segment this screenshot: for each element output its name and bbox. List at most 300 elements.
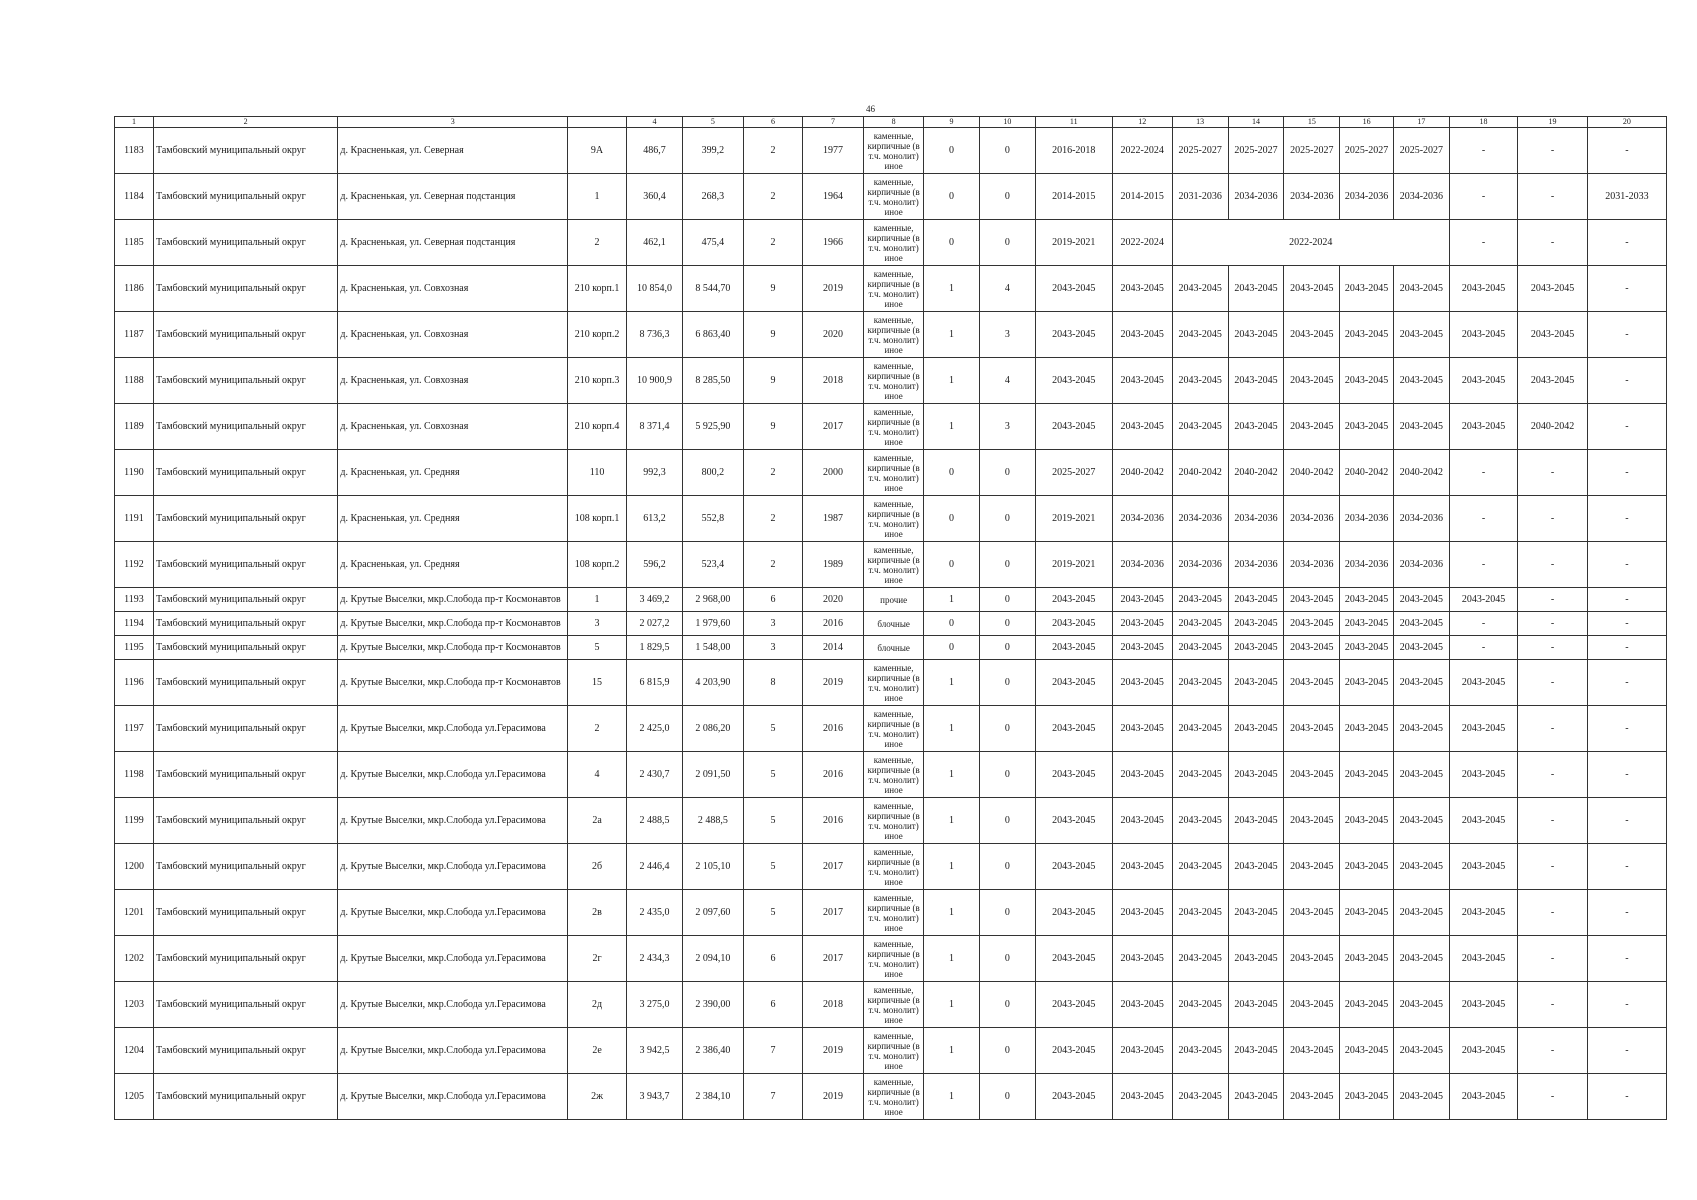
cell-c14: 2043-2045 (1228, 660, 1284, 706)
cell-address: д. Крутые Выселки, мкр.Слобода пр-т Космонавтов (338, 636, 568, 660)
cell-c8: каменные, кирпичные (в т.ч. монолит) иное (864, 128, 924, 174)
cell-house: 2д (568, 982, 627, 1028)
cell-house: 210 корп.2 (568, 312, 627, 358)
table-row (115, 588, 1667, 612)
cell-c8: каменные, кирпичные (в т.ч. монолит) иное (864, 706, 924, 752)
cell-c9: 0 (924, 612, 980, 636)
cell-c8: каменные, кирпичные (в т.ч. монолит) иное (864, 936, 924, 982)
cell-c17: 2043-2045 (1393, 752, 1449, 798)
cell-c6: 6 (743, 588, 802, 612)
cell-c10: 0 (979, 612, 1035, 636)
cell-address: д. Крутые Выселки, мкр.Слобода ул.Герасимова (338, 844, 568, 890)
cell-c15: 2043-2045 (1284, 1074, 1340, 1120)
cell-c5: 8 544,70 (682, 266, 743, 312)
cell-c4: 2 027,2 (627, 612, 683, 636)
table-row (115, 890, 1667, 936)
cell-n: 1193 (115, 588, 154, 612)
cell-c14: 2043-2045 (1228, 890, 1284, 936)
cell-n: 1201 (115, 890, 154, 936)
cell-district: Тамбовский муниципальный округ (153, 798, 337, 844)
cell-c17: 2043-2045 (1393, 588, 1449, 612)
cell-c18: - (1449, 612, 1517, 636)
cell-c19: - (1518, 844, 1588, 890)
cell-c15: 2040-2042 (1284, 450, 1340, 496)
cell-c19: - (1518, 752, 1588, 798)
cell-c14: 2043-2045 (1228, 266, 1284, 312)
cell-c19: - (1518, 450, 1588, 496)
cell-c16: 2043-2045 (1340, 798, 1394, 844)
cell-c6: 7 (743, 1028, 802, 1074)
cell-c14: 2043-2045 (1228, 752, 1284, 798)
cell-house: 110 (568, 450, 627, 496)
cell-district: Тамбовский муниципальный округ (153, 496, 337, 542)
cell-c19: - (1518, 1074, 1588, 1120)
cell-c15: 2043-2045 (1284, 266, 1340, 312)
cell-c19: - (1518, 798, 1588, 844)
cell-c15: 2043-2045 (1284, 890, 1340, 936)
cell-c17: 2043-2045 (1393, 1028, 1449, 1074)
cell-house: 1 (568, 588, 627, 612)
cell-c9: 0 (924, 174, 980, 220)
table-row (115, 496, 1667, 542)
cell-c12: 2043-2045 (1112, 706, 1172, 752)
cell-c4: 596,2 (627, 542, 683, 588)
cell-c16: 2043-2045 (1340, 982, 1394, 1028)
cell-c16: 2043-2045 (1340, 1074, 1394, 1120)
cell-c18: - (1449, 450, 1517, 496)
cell-c19: 2043-2045 (1518, 266, 1588, 312)
cell-c13: 2043-2045 (1172, 706, 1228, 752)
cell-c4: 2 488,5 (627, 798, 683, 844)
cell-c9: 1 (924, 1074, 980, 1120)
cell-house: 2г (568, 936, 627, 982)
cell-c12: 2043-2045 (1112, 266, 1172, 312)
cell-c7: 2019 (802, 1074, 863, 1120)
cell-c11: 2019-2021 (1035, 542, 1112, 588)
cell-district: Тамбовский муниципальный округ (153, 450, 337, 496)
cell-n: 1204 (115, 1028, 154, 1074)
cell-c5: 2 488,5 (682, 798, 743, 844)
cell-c5: 2 386,40 (682, 1028, 743, 1074)
cell-district: Тамбовский муниципальный округ (153, 1074, 337, 1120)
cell-c9: 0 (924, 450, 980, 496)
cell-address: д. Крутые Выселки, мкр.Слобода ул.Герасимова (338, 706, 568, 752)
cell-house: 2 (568, 706, 627, 752)
cell-c18: 2043-2045 (1449, 588, 1517, 612)
cell-c18: 2043-2045 (1449, 660, 1517, 706)
cell-c13: 2043-2045 (1172, 798, 1228, 844)
cell-c11: 2043-2045 (1035, 1028, 1112, 1074)
cell-n: 1189 (115, 404, 154, 450)
cell-c12: 2043-2045 (1112, 1028, 1172, 1074)
cell-n: 1187 (115, 312, 154, 358)
cell-c12: 2034-2036 (1112, 542, 1172, 588)
column-number: 1 (115, 117, 154, 128)
cell-c17: 2043-2045 (1393, 1074, 1449, 1120)
cell-n: 1192 (115, 542, 154, 588)
cell-c12: 2043-2045 (1112, 612, 1172, 636)
cell-c19: - (1518, 890, 1588, 936)
cell-c8: каменные, кирпичные (в т.ч. монолит) иное (864, 890, 924, 936)
cell-c13: 2043-2045 (1172, 982, 1228, 1028)
cell-c15: 2043-2045 (1284, 706, 1340, 752)
column-number: 14 (1228, 117, 1284, 128)
cell-c14: 2043-2045 (1228, 612, 1284, 636)
cell-c6: 2 (743, 542, 802, 588)
cell-c15: 2043-2045 (1284, 844, 1340, 890)
cell-c11: 2043-2045 (1035, 266, 1112, 312)
cell-c6: 5 (743, 706, 802, 752)
cell-c13: 2043-2045 (1172, 752, 1228, 798)
cell-c13: 2034-2036 (1172, 542, 1228, 588)
cell-c10: 0 (979, 450, 1035, 496)
cell-c5: 1 979,60 (682, 612, 743, 636)
cell-district: Тамбовский муниципальный округ (153, 660, 337, 706)
cell-c16: 2043-2045 (1340, 660, 1394, 706)
cell-address: д. Красненькая, ул. Совхозная (338, 312, 568, 358)
cell-c19: - (1518, 706, 1588, 752)
cell-c16: 2043-2045 (1340, 752, 1394, 798)
cell-c11: 2043-2045 (1035, 612, 1112, 636)
column-number-row (115, 117, 1667, 128)
table-row (115, 844, 1667, 890)
table-row (115, 612, 1667, 636)
column-number: 6 (743, 117, 802, 128)
cell-c20: - (1587, 982, 1666, 1028)
cell-c4: 3 942,5 (627, 1028, 683, 1074)
table-row (115, 706, 1667, 752)
cell-c5: 4 203,90 (682, 660, 743, 706)
column-number: 5 (682, 117, 743, 128)
cell-c18: 2043-2045 (1449, 936, 1517, 982)
cell-c19: - (1518, 496, 1588, 542)
cell-c8: каменные, кирпичные (в т.ч. монолит) иное (864, 982, 924, 1028)
cell-c8: каменные, кирпичные (в т.ч. монолит) иное (864, 542, 924, 588)
cell-merged: 2022-2024 (1172, 220, 1449, 266)
cell-c6: 3 (743, 612, 802, 636)
cell-c11: 2043-2045 (1035, 312, 1112, 358)
cell-c5: 1 548,00 (682, 636, 743, 660)
cell-address: д. Крутые Выселки, мкр.Слобода ул.Герасимова (338, 936, 568, 982)
cell-house: 3 (568, 612, 627, 636)
cell-c20: - (1587, 798, 1666, 844)
cell-c19: 2040-2042 (1518, 404, 1588, 450)
cell-c4: 486,7 (627, 128, 683, 174)
cell-c19: - (1518, 128, 1588, 174)
cell-c7: 2019 (802, 266, 863, 312)
cell-district: Тамбовский муниципальный округ (153, 174, 337, 220)
cell-c10: 0 (979, 1028, 1035, 1074)
cell-c5: 2 384,10 (682, 1074, 743, 1120)
cell-c13: 2043-2045 (1172, 844, 1228, 890)
cell-district: Тамбовский муниципальный округ (153, 358, 337, 404)
cell-c19: - (1518, 982, 1588, 1028)
cell-c18: 2043-2045 (1449, 1074, 1517, 1120)
cell-n: 1202 (115, 936, 154, 982)
cell-c20: - (1587, 1028, 1666, 1074)
cell-c4: 6 815,9 (627, 660, 683, 706)
cell-c20: - (1587, 542, 1666, 588)
cell-c15: 2025-2027 (1284, 128, 1340, 174)
column-number: 17 (1393, 117, 1449, 128)
cell-c16: 2043-2045 (1340, 588, 1394, 612)
cell-c7: 2019 (802, 1028, 863, 1074)
cell-c8: каменные, кирпичные (в т.ч. монолит) иное (864, 174, 924, 220)
cell-c13: 2034-2036 (1172, 496, 1228, 542)
cell-c6: 2 (743, 450, 802, 496)
cell-house: 210 корп.3 (568, 358, 627, 404)
column-number: 3 (338, 117, 568, 128)
cell-c6: 9 (743, 312, 802, 358)
cell-c18: 2043-2045 (1449, 890, 1517, 936)
cell-house: 210 корп.4 (568, 404, 627, 450)
cell-c4: 1 829,5 (627, 636, 683, 660)
cell-c5: 2 097,60 (682, 890, 743, 936)
cell-c18: 2043-2045 (1449, 982, 1517, 1028)
cell-c5: 268,3 (682, 174, 743, 220)
cell-c11: 2019-2021 (1035, 496, 1112, 542)
cell-district: Тамбовский муниципальный округ (153, 312, 337, 358)
cell-c11: 2016-2018 (1035, 128, 1112, 174)
cell-c18: - (1449, 542, 1517, 588)
cell-c20: - (1587, 936, 1666, 982)
cell-district: Тамбовский муниципальный округ (153, 588, 337, 612)
cell-c7: 1966 (802, 220, 863, 266)
cell-c13: 2043-2045 (1172, 266, 1228, 312)
cell-c15: 2034-2036 (1284, 542, 1340, 588)
cell-c14: 2040-2042 (1228, 450, 1284, 496)
page-number: 46 (866, 104, 875, 114)
cell-c14: 2043-2045 (1228, 588, 1284, 612)
cell-c11: 2043-2045 (1035, 936, 1112, 982)
cell-n: 1195 (115, 636, 154, 660)
cell-c15: 2043-2045 (1284, 612, 1340, 636)
cell-c10: 0 (979, 588, 1035, 612)
cell-c14: 2043-2045 (1228, 1074, 1284, 1120)
cell-house: 5 (568, 636, 627, 660)
cell-c17: 2043-2045 (1393, 936, 1449, 982)
cell-c19: - (1518, 174, 1588, 220)
cell-c6: 9 (743, 404, 802, 450)
column-number: 7 (802, 117, 863, 128)
table-row (115, 752, 1667, 798)
cell-c9: 1 (924, 358, 980, 404)
cell-address: д. Крутые Выселки, мкр.Слобода пр-т Космонавтов (338, 660, 568, 706)
cell-house: 9А (568, 128, 627, 174)
cell-c13: 2040-2042 (1172, 450, 1228, 496)
cell-c9: 1 (924, 890, 980, 936)
table-row (115, 174, 1667, 220)
cell-c20: - (1587, 312, 1666, 358)
cell-c5: 5 925,90 (682, 404, 743, 450)
cell-c12: 2043-2045 (1112, 636, 1172, 660)
cell-n: 1196 (115, 660, 154, 706)
table-row (115, 660, 1667, 706)
cell-c16: 2040-2042 (1340, 450, 1394, 496)
cell-c9: 1 (924, 312, 980, 358)
cell-c9: 1 (924, 660, 980, 706)
cell-c20: - (1587, 266, 1666, 312)
cell-c8: каменные, кирпичные (в т.ч. монолит) иное (864, 496, 924, 542)
cell-c8: каменные, кирпичные (в т.ч. монолит) иное (864, 844, 924, 890)
cell-c9: 1 (924, 706, 980, 752)
cell-c19: - (1518, 588, 1588, 612)
cell-c12: 2014-2015 (1112, 174, 1172, 220)
cell-c8: каменные, кирпичные (в т.ч. монолит) иное (864, 752, 924, 798)
column-number: 12 (1112, 117, 1172, 128)
cell-c9: 1 (924, 1028, 980, 1074)
cell-n: 1203 (115, 982, 154, 1028)
cell-c12: 2043-2045 (1112, 752, 1172, 798)
cell-c14: 2043-2045 (1228, 844, 1284, 890)
table-row (115, 128, 1667, 174)
cell-c10: 3 (979, 312, 1035, 358)
cell-c14: 2043-2045 (1228, 706, 1284, 752)
table-row (115, 636, 1667, 660)
cell-c13: 2025-2027 (1172, 128, 1228, 174)
cell-c6: 6 (743, 982, 802, 1028)
cell-c19: - (1518, 936, 1588, 982)
cell-c19: 2043-2045 (1518, 312, 1588, 358)
cell-c19: - (1518, 542, 1588, 588)
cell-c11: 2043-2045 (1035, 706, 1112, 752)
cell-c8: каменные, кирпичные (в т.ч. монолит) иное (864, 358, 924, 404)
cell-c17: 2043-2045 (1393, 404, 1449, 450)
cell-district: Тамбовский муниципальный округ (153, 890, 337, 936)
cell-c14: 2043-2045 (1228, 636, 1284, 660)
cell-c14: 2034-2036 (1228, 542, 1284, 588)
cell-house: 15 (568, 660, 627, 706)
cell-c9: 0 (924, 220, 980, 266)
cell-c7: 2017 (802, 844, 863, 890)
cell-c4: 10 900,9 (627, 358, 683, 404)
cell-c11: 2025-2027 (1035, 450, 1112, 496)
cell-c10: 0 (979, 936, 1035, 982)
cell-c10: 0 (979, 844, 1035, 890)
cell-c4: 2 435,0 (627, 890, 683, 936)
cell-house: 2в (568, 890, 627, 936)
cell-c17: 2034-2036 (1393, 496, 1449, 542)
column-number: 15 (1284, 117, 1340, 128)
cell-c12: 2043-2045 (1112, 844, 1172, 890)
cell-c4: 2 425,0 (627, 706, 683, 752)
cell-c7: 1989 (802, 542, 863, 588)
table-row (115, 358, 1667, 404)
cell-c20: - (1587, 844, 1666, 890)
cell-c11: 2043-2045 (1035, 636, 1112, 660)
cell-district: Тамбовский муниципальный округ (153, 844, 337, 890)
cell-c17: 2043-2045 (1393, 660, 1449, 706)
cell-c17: 2043-2045 (1393, 266, 1449, 312)
cell-c13: 2043-2045 (1172, 1028, 1228, 1074)
cell-c8: каменные, кирпичные (в т.ч. монолит) иное (864, 1074, 924, 1120)
cell-c19: - (1518, 636, 1588, 660)
cell-c18: 2043-2045 (1449, 844, 1517, 890)
cell-c16: 2043-2045 (1340, 890, 1394, 936)
table-row (115, 220, 1667, 266)
cell-c4: 3 275,0 (627, 982, 683, 1028)
cell-c20: - (1587, 220, 1666, 266)
cell-house: 108 корп.1 (568, 496, 627, 542)
cell-c16: 2043-2045 (1340, 404, 1394, 450)
column-number: 16 (1340, 117, 1394, 128)
cell-district: Тамбовский муниципальный округ (153, 542, 337, 588)
cell-c13: 2043-2045 (1172, 1074, 1228, 1120)
cell-c6: 9 (743, 358, 802, 404)
cell-c14: 2043-2045 (1228, 358, 1284, 404)
cell-c7: 2016 (802, 612, 863, 636)
cell-c20: 2031-2033 (1587, 174, 1666, 220)
cell-c12: 2043-2045 (1112, 312, 1172, 358)
cell-c5: 2 086,20 (682, 706, 743, 752)
cell-c15: 2043-2045 (1284, 358, 1340, 404)
cell-address: д. Крутые Выселки, мкр.Слобода ул.Герасимова (338, 982, 568, 1028)
cell-c10: 4 (979, 266, 1035, 312)
cell-c5: 8 285,50 (682, 358, 743, 404)
cell-c10: 0 (979, 660, 1035, 706)
cell-c16: 2043-2045 (1340, 706, 1394, 752)
cell-c17: 2043-2045 (1393, 890, 1449, 936)
cell-house: 4 (568, 752, 627, 798)
cell-district: Тамбовский муниципальный округ (153, 612, 337, 636)
cell-c5: 800,2 (682, 450, 743, 496)
cell-c8: каменные, кирпичные (в т.ч. монолит) иное (864, 1028, 924, 1074)
cell-c18: 2043-2045 (1449, 706, 1517, 752)
cell-c15: 2043-2045 (1284, 588, 1340, 612)
cell-c10: 3 (979, 404, 1035, 450)
cell-n: 1191 (115, 496, 154, 542)
cell-c7: 2017 (802, 404, 863, 450)
cell-c5: 2 390,00 (682, 982, 743, 1028)
cell-c19: 2043-2045 (1518, 358, 1588, 404)
cell-c15: 2034-2036 (1284, 174, 1340, 220)
table-row (115, 1074, 1667, 1120)
cell-c13: 2043-2045 (1172, 312, 1228, 358)
cell-c7: 2017 (802, 890, 863, 936)
cell-c19: - (1518, 1028, 1588, 1074)
cell-c5: 2 091,50 (682, 752, 743, 798)
cell-address: д. Красненькая, ул. Совхозная (338, 358, 568, 404)
cell-c15: 2043-2045 (1284, 404, 1340, 450)
cell-c9: 1 (924, 798, 980, 844)
cell-c4: 613,2 (627, 496, 683, 542)
cell-c12: 2043-2045 (1112, 890, 1172, 936)
cell-c16: 2043-2045 (1340, 936, 1394, 982)
cell-n: 1205 (115, 1074, 154, 1120)
cell-c6: 9 (743, 266, 802, 312)
cell-c9: 0 (924, 542, 980, 588)
cell-c12: 2043-2045 (1112, 588, 1172, 612)
cell-c13: 2043-2045 (1172, 588, 1228, 612)
cell-c14: 2043-2045 (1228, 404, 1284, 450)
cell-c7: 2014 (802, 636, 863, 660)
cell-c5: 399,2 (682, 128, 743, 174)
cell-c16: 2025-2027 (1340, 128, 1394, 174)
cell-c6: 2 (743, 128, 802, 174)
cell-district: Тамбовский муниципальный округ (153, 404, 337, 450)
cell-c13: 2043-2045 (1172, 936, 1228, 982)
cell-c11: 2014-2015 (1035, 174, 1112, 220)
cell-c14: 2025-2027 (1228, 128, 1284, 174)
cell-c8: блочные (864, 612, 924, 636)
cell-district: Тамбовский муниципальный округ (153, 706, 337, 752)
cell-house: 2б (568, 844, 627, 890)
cell-c9: 0 (924, 128, 980, 174)
cell-c12: 2022-2024 (1112, 220, 1172, 266)
column-number: 9 (924, 117, 980, 128)
cell-district: Тамбовский муниципальный округ (153, 220, 337, 266)
cell-n: 1194 (115, 612, 154, 636)
